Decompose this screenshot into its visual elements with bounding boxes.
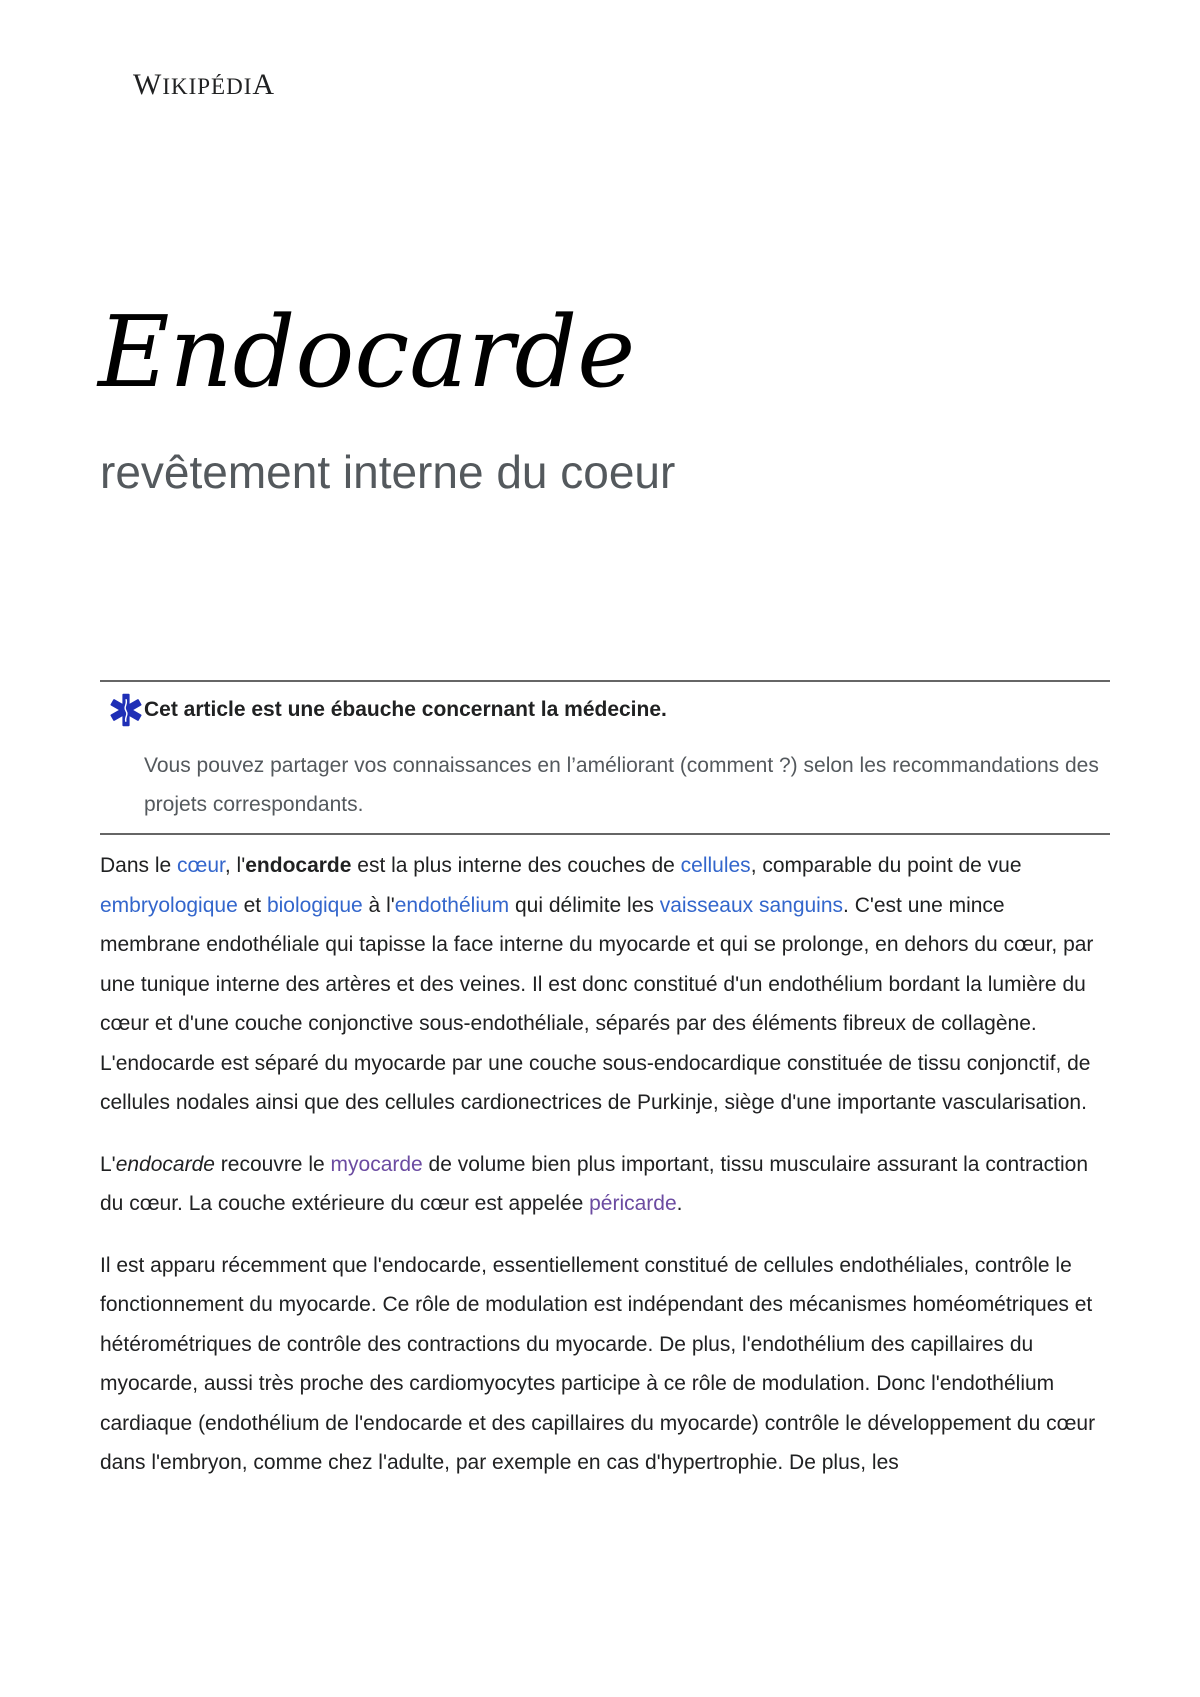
text-run: qui délimite les (509, 893, 660, 917)
logo-last-letter: A (252, 68, 276, 101)
page-title: Endocarde (98, 296, 636, 410)
text-run: est la plus interne des couches de (351, 854, 681, 877)
text-run: à l' (362, 893, 395, 917)
italic-term-endocarde: endocarde (115, 1152, 215, 1176)
stub-notice-header (100, 692, 1110, 728)
text-run: , l' (224, 854, 246, 877)
link-pericarde[interactable]: péricarde (589, 1192, 677, 1215)
text-run: Dans le (100, 854, 178, 877)
bold-term-endocarde: endocarde (245, 854, 352, 877)
logo-middle-letters: IKIPÉDI (162, 74, 253, 99)
paragraph-2 (100, 1145, 1110, 1224)
link-embryologique[interactable]: embryologique (100, 893, 238, 917)
text-run: et (237, 893, 267, 917)
link-coeur[interactable]: cœur (177, 854, 225, 877)
text-run: , comparable du point de vue (750, 854, 1022, 877)
stub-notice-heading: Cet article est une ébauche concernant la médecine. (144, 698, 667, 721)
link-cellules[interactable]: cellules (680, 854, 751, 877)
text-run: . (676, 1192, 683, 1215)
paragraph-3: Il est apparu récemment que l'endocarde, essentiellement constitué de cellules endothéliales, contrôle le fonctionnement du myocarde. Ce rôle de modulation est indépendant des mécanismes homéométriques et hétérométriques de contrôle des contractions du myocarde. De plus, l'endothélium des capillaires du myocarde, aussi très proche des cardiomyocytes participe à ce rôle de modulation. Donc l'endothélium cardiaque (endothélium de l'endocarde et des capillaires du myocarde) contrôle le développement du cœur dans l'embryon, comme chez l'adulte, par exemple en cas d'hypertrophie. De plus, les (100, 1253, 1096, 1474)
text-run: L' (100, 1152, 116, 1176)
link-biologique[interactable]: biologique (266, 893, 363, 917)
stub-notice-text: Vous pouvez partager vos connaissances en l’améliorant (comment ?) selon les recommandations des projets correspondants. (144, 754, 1099, 816)
paragraph-1 (100, 846, 1110, 1123)
link-myocarde[interactable]: myocarde (330, 1152, 423, 1176)
text-run: . C'est une mince membrane endothéliale qui tapisse la face interne du myocarde et qui se prolonge, en dehors du cœur, par une tunique interne des artères et des veines. Il est donc constitué d'un endothélium bordant la lumière du cœur et d'une couche conjonctive sous-endothéliale, séparés par des éléments fibreux de collagène. L'endocarde est séparé du myocarde par une couche sous-endocardique constituée de tissu conjonctif, de cellules nodales ainsi que des cellules cardionectrices de Purkinje, siège d'une importante vascularisation. (100, 893, 1094, 1114)
stub-notice (100, 680, 1110, 835)
link-endothelium[interactable]: endothélium (394, 893, 510, 917)
star-of-life-icon (108, 692, 144, 728)
text-run: recouvre le (214, 1152, 331, 1176)
text-run: de volume bien plus important, tissu musculaire assurant la contraction du cœur. La couche extérieure du cœur est appelée (100, 1152, 1089, 1215)
link-vaisseaux-sanguins[interactable]: vaisseaux sanguins (659, 893, 844, 917)
page-subtitle: revêtement interne du coeur (100, 446, 676, 498)
logo-first-letter: W (133, 68, 163, 101)
wikipedia-logo[interactable] (133, 68, 275, 102)
article-body (100, 846, 1110, 1505)
